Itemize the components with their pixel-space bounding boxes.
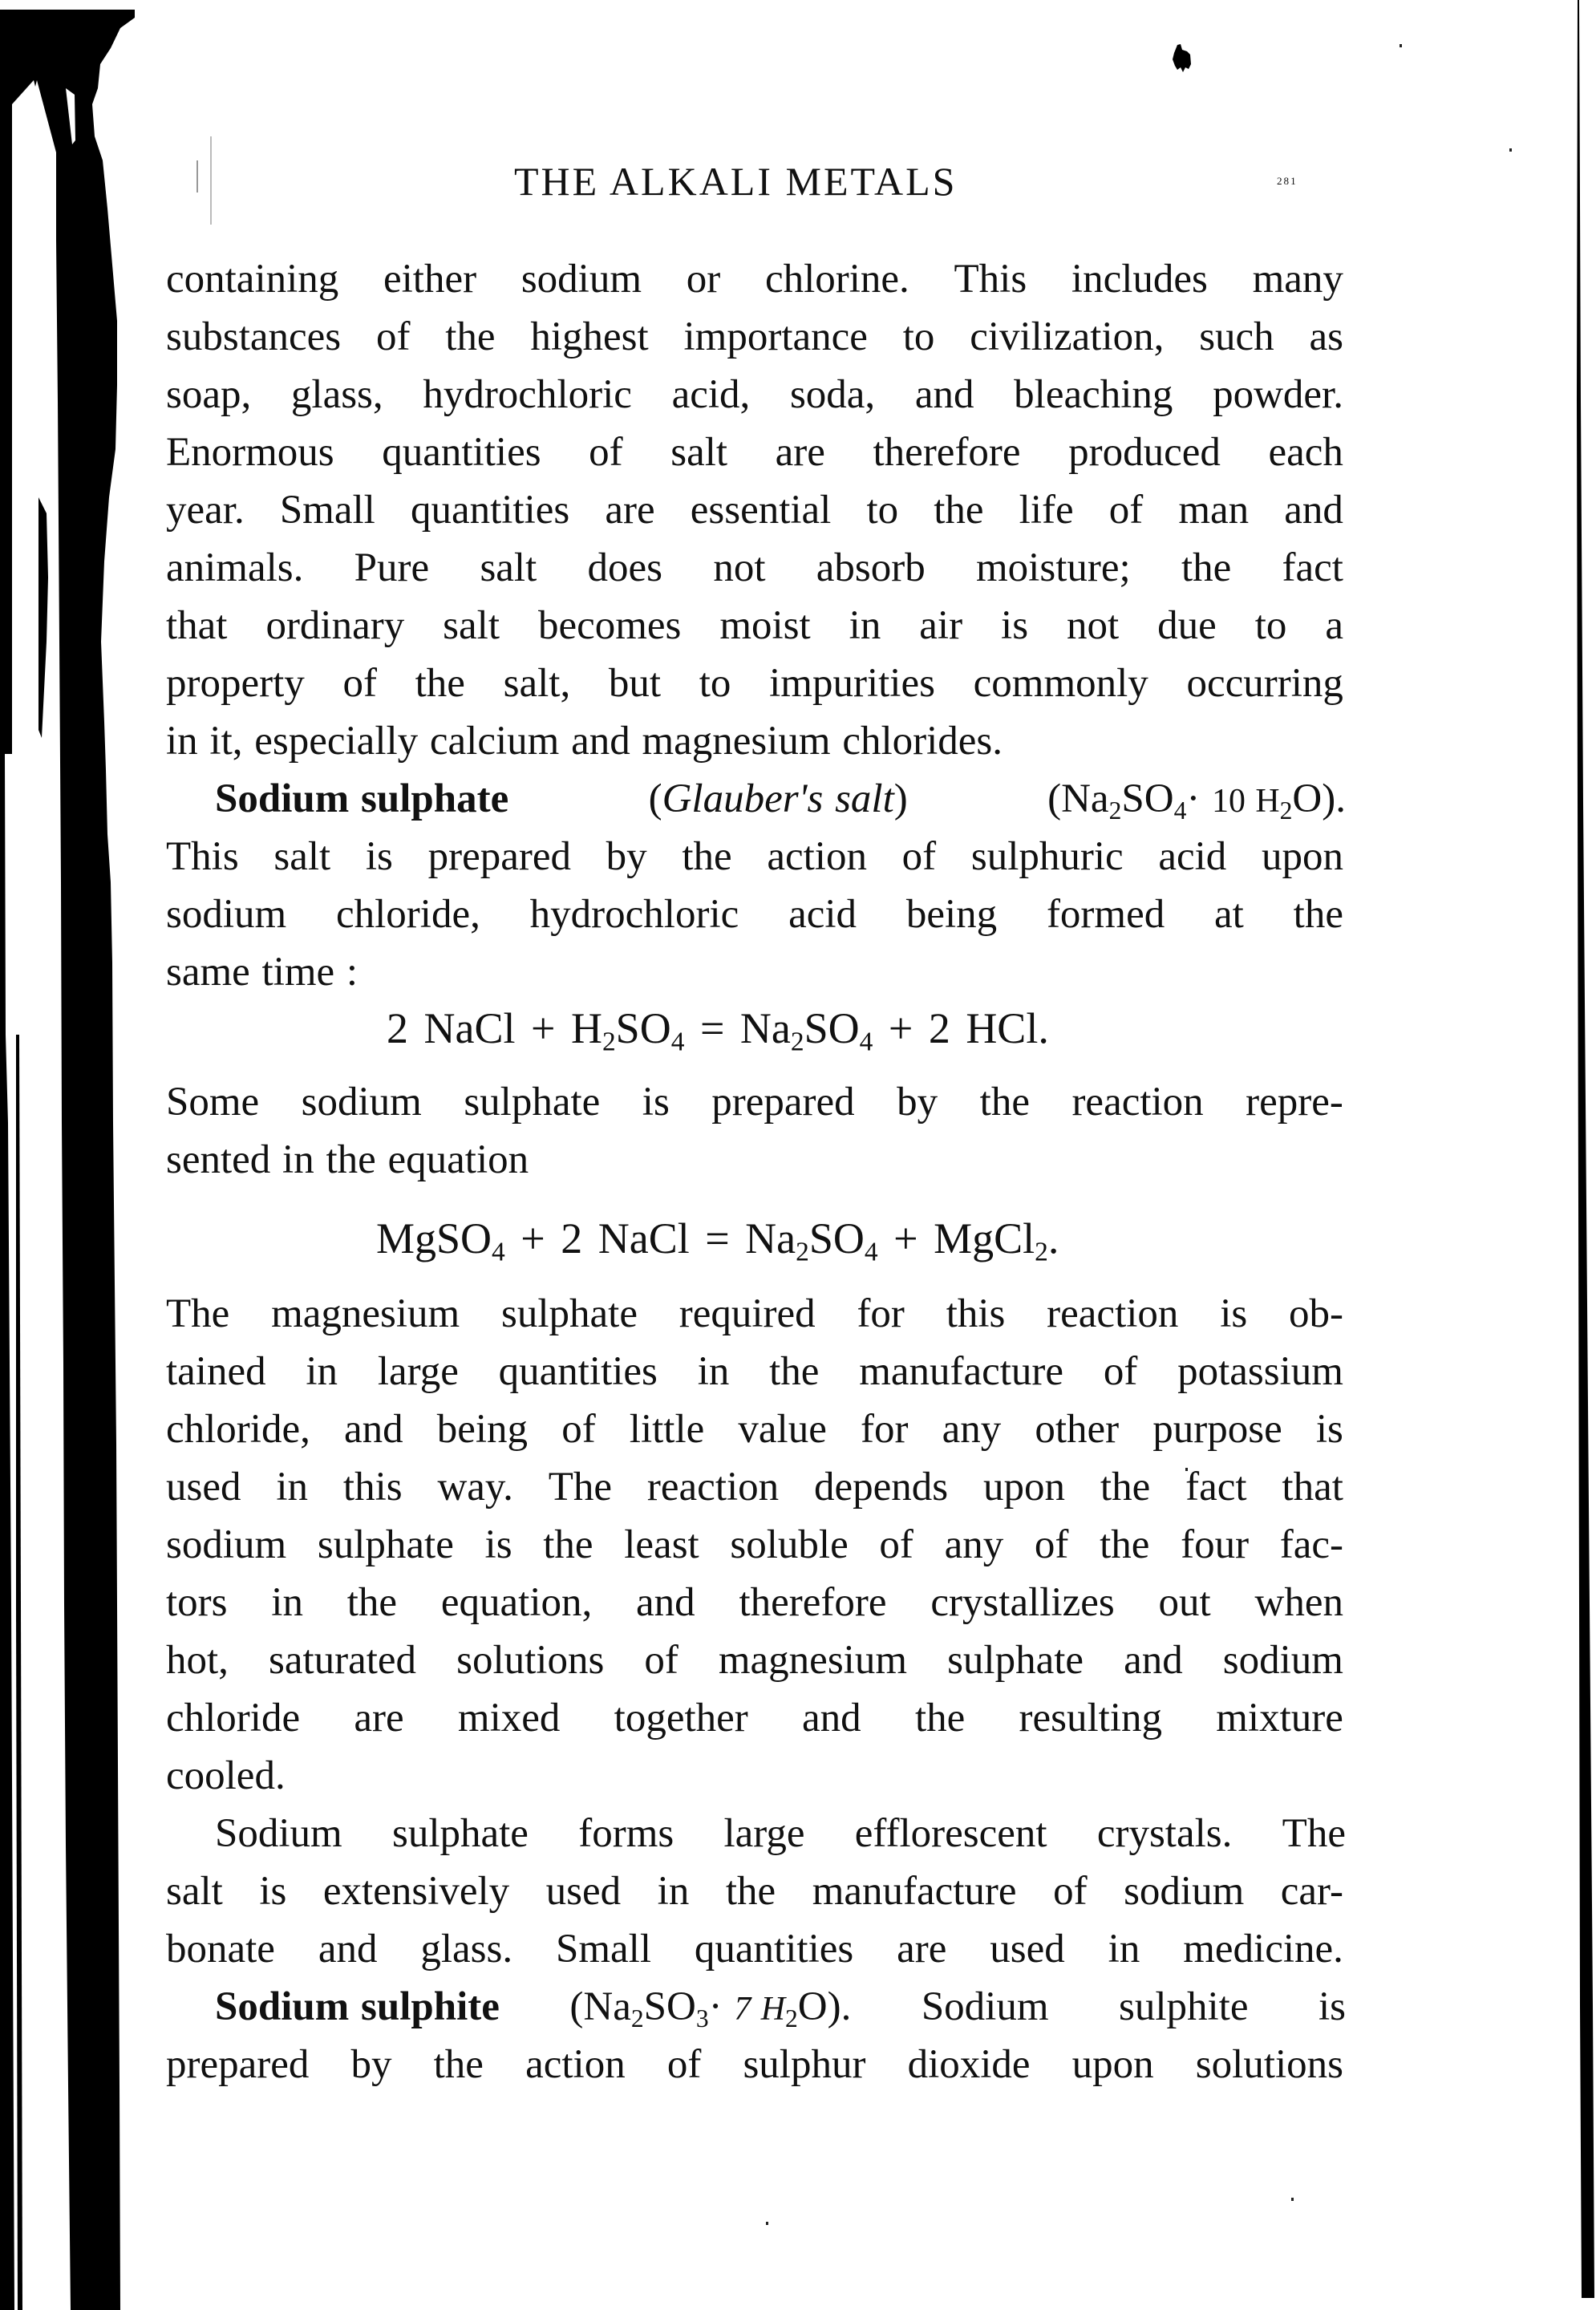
word: used	[166, 1465, 241, 1510]
text-line: sented in the equation	[166, 1137, 529, 1182]
word: fact	[1282, 545, 1343, 590]
word: powder.	[1213, 372, 1343, 417]
text-line: same time :	[166, 950, 358, 995]
word: that	[166, 603, 228, 648]
word: prepared	[711, 1080, 855, 1125]
word: quantities	[498, 1349, 658, 1394]
word: life	[1019, 488, 1074, 533]
word: mixture	[1216, 1696, 1343, 1741]
text-line	[166, 1636, 1343, 1684]
word: chlorine.	[764, 257, 909, 302]
word: sodium	[1124, 1869, 1245, 1914]
word: hydrochloric	[423, 372, 632, 417]
text-line	[166, 1348, 1343, 1396]
word: saturated	[268, 1638, 417, 1683]
word: quantities	[410, 488, 570, 533]
word: are	[605, 488, 655, 533]
word: soda,	[789, 372, 876, 417]
word: civilization,	[970, 314, 1165, 359]
text-line: cooled.	[166, 1753, 286, 1798]
word: is	[365, 834, 393, 879]
word: large	[723, 1811, 805, 1856]
word: sodium	[166, 892, 287, 937]
word: Small	[556, 1927, 652, 1972]
word: at	[1214, 892, 1244, 937]
word: four	[1181, 1522, 1250, 1567]
word: for	[857, 1291, 905, 1336]
sodium-sulphite-heading-line: Sodium sulphite ($Na_2SO_3\cdot 7$ $H_2O$). Sodium sulphite is	[215, 1984, 1346, 2032]
word: fact	[1185, 1465, 1247, 1510]
word: to	[1254, 603, 1287, 648]
word: ob-	[1289, 1291, 1343, 1336]
word: ordinary	[265, 603, 405, 648]
word: salt	[273, 834, 331, 879]
word: by	[350, 2042, 392, 2087]
text-line	[166, 1578, 1343, 1627]
text-line	[166, 428, 1343, 476]
word: acid	[788, 892, 857, 937]
word: solutions	[456, 1638, 605, 1683]
word: little	[629, 1407, 705, 1452]
word: is	[484, 1522, 512, 1567]
word: sulphate	[391, 1811, 529, 1856]
word: solutions	[1195, 2042, 1343, 2087]
word: crystallizes	[930, 1580, 1115, 1625]
word: due	[1157, 603, 1217, 648]
word: Sodium	[215, 1811, 342, 1856]
word: being	[905, 892, 998, 937]
word: sulphuric	[970, 834, 1124, 879]
word: the	[433, 2042, 484, 2087]
word: of	[375, 314, 411, 359]
word: property	[166, 661, 305, 706]
word: reaction	[1047, 1291, 1179, 1336]
word: salt	[443, 603, 500, 648]
page-number: 281	[1277, 175, 1298, 187]
word: of	[879, 1522, 913, 1567]
word: soluble	[730, 1522, 849, 1567]
word: when	[1254, 1580, 1343, 1625]
word: purpose	[1152, 1407, 1282, 1452]
word: dioxide	[907, 2042, 1031, 2087]
word: repre-	[1246, 1080, 1343, 1125]
word: is	[1315, 1407, 1343, 1452]
word: prepared	[427, 834, 571, 879]
word: and	[318, 1927, 378, 1972]
word: or	[686, 257, 721, 302]
text-line	[166, 602, 1343, 650]
word: the	[769, 1349, 820, 1394]
word: the	[914, 1696, 966, 1741]
word: manufacture	[812, 1869, 1017, 1914]
word: many	[1252, 257, 1343, 302]
word: therefore	[873, 430, 1021, 475]
text-line	[166, 1694, 1343, 1742]
word: formed	[1046, 892, 1165, 937]
word: reaction	[1071, 1080, 1204, 1125]
word: animals.	[166, 545, 304, 590]
text-line	[166, 1078, 1343, 1126]
word: glass.	[420, 1927, 513, 1972]
word: tors	[166, 1580, 228, 1625]
word: to	[699, 661, 731, 706]
word: The	[548, 1465, 613, 1510]
text-line	[215, 1810, 1346, 1858]
word: year.	[166, 488, 245, 533]
text-line	[166, 659, 1343, 707]
word: sodium	[1222, 1638, 1343, 1683]
word: magnesium	[271, 1291, 460, 1336]
word: upon	[1071, 2042, 1154, 2087]
word: Small	[279, 488, 375, 533]
word: of	[666, 2042, 702, 2087]
word: a	[1325, 603, 1343, 648]
word: impurities	[769, 661, 935, 706]
word: depends	[814, 1465, 949, 1510]
word: chloride,	[166, 1407, 310, 1452]
word: importance	[683, 314, 868, 359]
word: in	[306, 1349, 338, 1394]
word: of	[1034, 1522, 1069, 1567]
word: sodium	[166, 1522, 287, 1567]
word: salt	[670, 430, 728, 475]
text-line	[166, 1925, 1343, 1973]
word: includes	[1071, 257, 1208, 302]
word: soap,	[166, 372, 252, 417]
word: Enormous	[166, 430, 334, 475]
word: containing	[166, 257, 339, 302]
word: salt	[480, 545, 537, 590]
word: sulphur	[743, 2042, 866, 2087]
word: that	[1282, 1465, 1343, 1510]
word: the	[1100, 1465, 1151, 1510]
word: in	[849, 603, 881, 648]
word: The	[1282, 1811, 1346, 1856]
word: fac-	[1279, 1522, 1343, 1567]
word: highest	[530, 314, 649, 359]
text-line	[166, 1405, 1343, 1453]
word: the	[1100, 1522, 1150, 1567]
word: glass,	[290, 372, 383, 417]
word: and	[343, 1407, 403, 1452]
word: Some	[166, 1080, 260, 1125]
text-line	[166, 1521, 1343, 1569]
equation-mgso4-nacl: MgSO$_4$ + 2 NaCl = $Na_2SO_4$ + MgCl$_2$.	[376, 1214, 1059, 1267]
word: this	[342, 1465, 403, 1510]
word: magnesium	[718, 1638, 908, 1683]
word: the	[543, 1522, 593, 1567]
word: are	[354, 1696, 404, 1741]
word: produced	[1068, 430, 1221, 475]
word: upon	[1261, 834, 1343, 879]
word: prepared	[166, 2042, 310, 2087]
word: sulphate	[501, 1291, 638, 1336]
word: and	[914, 372, 974, 417]
word: in	[1108, 1927, 1140, 1972]
word: the	[1293, 892, 1343, 937]
word: of	[1108, 488, 1144, 533]
word: action	[525, 2042, 626, 2087]
word: air	[919, 603, 963, 648]
word: commonly	[973, 661, 1148, 706]
term-sodium-sulphite: Sodium sulphite	[215, 1984, 500, 2029]
word: the	[415, 661, 465, 706]
word: of	[1103, 1349, 1138, 1394]
word: is	[642, 1080, 670, 1125]
word: quantities	[694, 1927, 854, 1972]
word: are	[897, 1927, 947, 1972]
running-header	[0, 157, 1596, 205]
term-sodium-sulphate: Sodium sulphate	[215, 776, 509, 821]
text-line	[166, 486, 1343, 534]
word: moisture;	[976, 545, 1131, 590]
word: either	[383, 257, 477, 302]
word: such	[1199, 314, 1274, 359]
word: and	[1124, 1638, 1183, 1683]
word: and	[802, 1696, 861, 1741]
word: any	[942, 1407, 1002, 1452]
word: for	[860, 1407, 909, 1452]
word: This	[166, 834, 239, 879]
word: value	[738, 1407, 827, 1452]
ink-blot	[1171, 43, 1193, 74]
word: in	[276, 1465, 309, 1510]
word: tained	[166, 1349, 266, 1394]
word: moist	[719, 603, 811, 648]
word: the	[1181, 545, 1232, 590]
word: man	[1178, 488, 1250, 533]
text-line: in it, especially calcium and magnesium chlorides.	[166, 719, 1003, 764]
text-line	[166, 890, 1343, 938]
word: and	[636, 1580, 695, 1625]
word: acid	[1158, 834, 1227, 879]
word: by	[606, 834, 647, 879]
word: the	[346, 1580, 398, 1625]
word: This	[954, 257, 1027, 302]
word: of	[589, 430, 623, 475]
formula-na2so3-7h2o: ($Na_2SO_3\cdot 7$ $H_2O$).	[569, 1984, 852, 2032]
word: manufacture	[859, 1349, 1064, 1394]
word: does	[587, 545, 663, 590]
word: acid,	[671, 372, 751, 417]
word: large	[377, 1349, 459, 1394]
word: is	[259, 1869, 287, 1914]
text-line	[166, 1463, 1343, 1511]
word: of	[901, 834, 937, 879]
word: of	[1053, 1869, 1088, 1914]
word: by	[897, 1080, 938, 1125]
word: hydrochloric	[529, 892, 739, 937]
scan-speck	[1400, 44, 1402, 47]
word: absorb	[816, 545, 926, 590]
word: car-	[1280, 1869, 1343, 1914]
text-line	[166, 313, 1343, 361]
word: extensively	[322, 1869, 510, 1914]
text-line	[166, 1290, 1343, 1338]
word: essential	[690, 488, 832, 533]
word: salt,	[503, 661, 571, 706]
word: substances	[166, 314, 342, 359]
word: of	[561, 1407, 596, 1452]
running-title: THE ALKALI METALS	[514, 159, 958, 204]
word: is	[1001, 603, 1029, 648]
word: each	[1268, 430, 1343, 475]
word: out	[1158, 1580, 1211, 1625]
text-line	[166, 255, 1343, 303]
word: together	[614, 1696, 748, 1741]
word: in	[271, 1580, 303, 1625]
word: hot,	[166, 1638, 229, 1683]
word: this	[946, 1291, 1006, 1336]
word: to	[866, 488, 899, 533]
word: the	[934, 488, 984, 533]
word: used	[545, 1869, 622, 1914]
word: medicine.	[1183, 1927, 1343, 1972]
word: used	[990, 1927, 1065, 1972]
page-edge-right	[1572, 0, 1596, 2310]
formula-na2so4-10h2o: ($Na_2SO_4\cdot 10$ $H_2O$).	[1047, 776, 1346, 825]
word: resulting	[1019, 1696, 1162, 1741]
word: Pure	[354, 545, 430, 590]
word: upon	[983, 1465, 1066, 1510]
text-line	[166, 371, 1343, 419]
word: chloride,	[336, 892, 480, 937]
glaubers-salt-alt-name: (Glauber's salt)	[648, 776, 908, 821]
text-line	[166, 833, 1343, 881]
binding-shadow-left	[0, 0, 160, 2310]
word: the	[682, 834, 732, 879]
word: any	[944, 1522, 1004, 1567]
text-line	[166, 544, 1343, 592]
word: other	[1035, 1407, 1120, 1452]
word: salt	[166, 1869, 223, 1914]
word: efflorescent	[854, 1811, 1047, 1856]
word: bonate	[166, 1927, 275, 1972]
word: mixed	[457, 1696, 561, 1741]
word: sulphate	[947, 1638, 1084, 1683]
word: sulphate	[464, 1080, 601, 1125]
word: are	[775, 430, 825, 475]
word: quantities	[382, 430, 541, 475]
word: action	[767, 834, 867, 879]
word: the	[725, 1869, 776, 1914]
word: occurring	[1186, 661, 1343, 706]
word: chloride	[166, 1696, 301, 1741]
word: but	[608, 661, 662, 706]
word: in	[697, 1349, 730, 1394]
text-line	[166, 1867, 1343, 1915]
word: reaction	[646, 1465, 780, 1510]
word: The	[166, 1291, 230, 1336]
word: to	[902, 314, 935, 359]
word: being	[436, 1407, 529, 1452]
text-line	[166, 2040, 1343, 2089]
scan-speck	[1509, 148, 1512, 152]
scan-speck	[766, 2222, 768, 2225]
word: bleaching	[1014, 372, 1173, 417]
scan-speck	[1291, 2198, 1294, 2201]
word: in	[657, 1869, 690, 1914]
sodium-sulphate-heading-line	[215, 775, 1346, 823]
word: way.	[437, 1465, 513, 1510]
word: becomes	[537, 603, 682, 648]
word: of	[342, 661, 377, 706]
word: therefore	[739, 1580, 887, 1625]
word: sulphate	[317, 1522, 454, 1567]
word: required	[679, 1291, 816, 1336]
word: of	[644, 1638, 679, 1683]
word: least	[624, 1522, 699, 1567]
word: the	[979, 1080, 1030, 1125]
word: as	[1309, 314, 1343, 359]
word: and	[1284, 488, 1343, 533]
word: forms	[578, 1811, 674, 1856]
word: potassium	[1177, 1349, 1343, 1394]
word: equation,	[440, 1580, 593, 1625]
word: sodium	[521, 257, 642, 302]
word: is	[1220, 1291, 1248, 1336]
word: not	[1067, 603, 1120, 648]
word: not	[713, 545, 766, 590]
word: the	[445, 314, 496, 359]
equation-nacl-h2so4: 2 NaCl + $H_2SO_4 = Na_2SO_4 + 2$ HCl.	[387, 1004, 1049, 1057]
word: sodium	[301, 1080, 422, 1125]
word: crystals.	[1096, 1811, 1233, 1856]
